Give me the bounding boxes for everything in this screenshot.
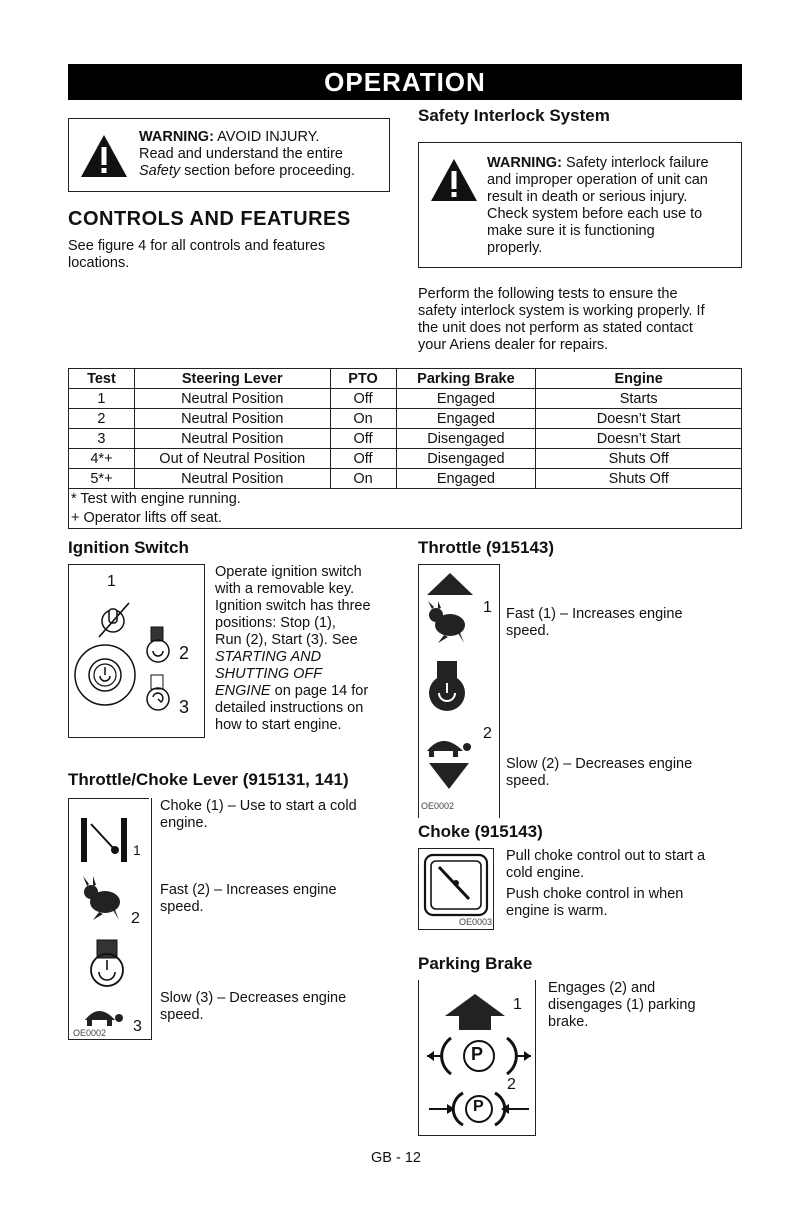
table-cell: Neutral Position	[134, 429, 330, 449]
warning-triangle-icon	[429, 157, 479, 203]
choke-lever-icon	[79, 816, 129, 864]
safety-warning-line: result in death or serious injury.	[487, 189, 688, 205]
table-cell: Engaged	[396, 409, 536, 429]
table-cell: Disengaged	[396, 429, 536, 449]
ignition-label-2: 2	[179, 643, 190, 663]
throttle-label-1: 1	[483, 599, 492, 616]
perform-line: safety interlock system is working properly. If	[418, 303, 705, 319]
table-note: * Test with engine running.	[69, 489, 742, 509]
table-cell: Neutral Position	[134, 409, 330, 429]
parking-label-1: 1	[513, 996, 522, 1013]
table-cell: Shuts Off	[536, 449, 742, 469]
table-cell: 2	[69, 409, 135, 429]
ignition-line: on page 14 for	[274, 683, 369, 699]
ignition-line: positions: Stop (1),	[215, 615, 336, 631]
throttle-choke-heading: Throttle/Choke Lever (915131, 141)	[68, 770, 349, 789]
warning-label: WARNING:	[139, 129, 214, 145]
engine-speed-icon	[85, 938, 129, 990]
ignition-start-icon	[143, 673, 173, 713]
col-header: Test	[69, 369, 135, 389]
interlock-test-table	[68, 368, 742, 529]
ignition-heading: Ignition Switch	[68, 538, 189, 557]
safety-warning-label: WARNING:	[487, 155, 562, 171]
throttle-slow-text	[506, 756, 742, 790]
controls-heading: CONTROLS AND FEATURES	[68, 208, 351, 230]
throttle-choke-label-1: 1	[133, 842, 141, 858]
throttle-line: Fast (1) – Increases engine	[506, 606, 683, 622]
safety-perform-text	[418, 286, 748, 354]
rabbit-fast-icon	[423, 601, 473, 645]
safety-warning-line: and improper operation of unit can	[487, 172, 708, 188]
warning-line1: AVOID INJURY.	[217, 129, 320, 145]
safety-warning-line: make sure it is functioning	[487, 223, 655, 239]
controls-text-line2: locations.	[68, 255, 130, 271]
throttle-choke-label-3: 3	[133, 1018, 142, 1035]
page-number: GB - 12	[371, 1150, 421, 1166]
table-cell: Doesn’t Start	[536, 429, 742, 449]
choke-text	[506, 848, 742, 920]
table-cell: Engaged	[396, 469, 536, 489]
engine-speed-icon	[425, 659, 469, 715]
ignition-line: Operate ignition switch	[215, 564, 362, 580]
table-cell: 4*+	[69, 449, 135, 469]
parking-p-glyph: P	[473, 1098, 484, 1115]
tc-line: Choke (1) – Use to start a cold	[160, 798, 357, 814]
throttle-choke-figure	[68, 798, 152, 1040]
ignition-key-switch-icon	[73, 643, 137, 707]
perform-line: Perform the following tests to ensure the	[418, 286, 678, 302]
arrow-up-icon	[443, 992, 507, 1032]
choke-icon	[423, 853, 489, 917]
col-header: Parking Brake	[396, 369, 536, 389]
col-header: Engine	[536, 369, 742, 389]
table-cell: 1	[69, 389, 135, 409]
col-header: Steering Lever	[134, 369, 330, 389]
tc-line: Fast (2) – Increases engine	[160, 882, 337, 898]
parking-text	[548, 980, 742, 1031]
table-cell: Disengaged	[396, 449, 536, 469]
throttle-choke-text-slow	[160, 990, 400, 1024]
table-cell: On	[330, 409, 396, 429]
choke-code: OE0003	[459, 917, 493, 927]
throttle-figure	[418, 564, 500, 818]
ignition-line-italic: SHUTTING OFF	[215, 666, 323, 682]
table-cell: Doesn’t Start	[536, 409, 742, 429]
perform-line: your Ariens dealer for repairs.	[418, 337, 609, 353]
warning-line2: Read and understand the entire	[139, 146, 343, 162]
parking-heading: Parking Brake	[418, 954, 533, 973]
perform-line: the unit does not perform as stated contact	[418, 320, 693, 336]
throttle-heading: Throttle (915143)	[418, 538, 555, 557]
choke-figure	[418, 848, 494, 930]
ignition-line: Ignition switch has three	[215, 598, 371, 614]
safety-heading: Safety Interlock System	[418, 106, 610, 125]
ignition-text	[215, 564, 405, 734]
choke-heading: Choke (915143)	[418, 822, 543, 841]
table-cell: Out of Neutral Position	[134, 449, 330, 469]
throttle-choke-code: OE0002	[73, 1028, 107, 1038]
throttle-choke-text-fast	[160, 882, 400, 916]
ignition-line: with a removable key.	[215, 581, 355, 597]
parking-figure	[418, 980, 536, 1136]
throttle-choke-text-choke	[160, 798, 400, 832]
table-cell: 5*+	[69, 469, 135, 489]
table-row	[69, 469, 742, 489]
table-note-row	[69, 509, 742, 529]
choke-line: engine is warm.	[506, 903, 608, 919]
throttle-code: OE0002	[421, 801, 455, 811]
ignition-line-italic: STARTING AND	[215, 649, 322, 665]
parking-line: disengages (1) parking	[548, 997, 696, 1013]
warning-box-injury	[68, 118, 390, 192]
parking-p-glyph: P	[471, 1044, 484, 1064]
table-cell: 3	[69, 429, 135, 449]
throttle-label-2: 2	[483, 725, 492, 742]
controls-text-line1: See figure 4 for all controls and features	[68, 238, 326, 254]
table-note: + Operator lifts off seat.	[69, 509, 742, 529]
safety-warning-box	[418, 142, 742, 268]
table-note-row	[69, 489, 742, 509]
parking-label-2: 2	[507, 1076, 516, 1093]
ignition-line-italic: ENGINE	[215, 683, 271, 699]
throttle-line: Slow (2) – Decreases engine	[506, 756, 693, 772]
arrow-up-icon	[425, 571, 475, 597]
table-cell: Neutral Position	[134, 469, 330, 489]
parking-line: brake.	[548, 1014, 589, 1030]
table-row	[69, 429, 742, 449]
warning-line3: section before proceeding.	[184, 163, 356, 179]
ignition-figure	[68, 564, 205, 738]
throttle-choke-label-2: 2	[131, 910, 140, 927]
ignition-label-3: 3	[179, 697, 190, 717]
table-cell: Neutral Position	[134, 389, 330, 409]
col-header: PTO	[330, 369, 396, 389]
warning-triangle-icon	[79, 133, 129, 179]
table-cell: Off	[330, 449, 396, 469]
choke-line: Push choke control in when	[506, 886, 684, 902]
table-row	[69, 449, 742, 469]
rabbit-fast-icon	[79, 876, 127, 920]
table-cell: On	[330, 469, 396, 489]
throttle-line: speed.	[506, 623, 550, 639]
throttle-line: speed.	[506, 773, 550, 789]
turtle-slow-icon	[421, 731, 475, 759]
table-cell: Starts	[536, 389, 742, 409]
choke-line: Pull choke control out to start a	[506, 848, 706, 864]
ignition-line: Run (2), Start (3). See	[215, 632, 358, 648]
safety-warning-line: Check system before each use to	[487, 206, 703, 222]
table-cell: Engaged	[396, 389, 536, 409]
tc-line: Slow (3) – Decreases engine	[160, 990, 347, 1006]
table-cell: Shuts Off	[536, 469, 742, 489]
table-cell: Off	[330, 429, 396, 449]
table-row	[69, 389, 742, 409]
ignition-label-1: 1	[107, 573, 116, 590]
tc-line: engine.	[160, 815, 208, 831]
table-cell: Off	[330, 389, 396, 409]
tc-line: speed.	[160, 899, 204, 915]
safety-warning-line: properly.	[487, 240, 543, 256]
tc-line: speed.	[160, 1007, 204, 1023]
ignition-run-icon	[143, 625, 173, 665]
page-banner: OPERATION	[68, 64, 742, 100]
arrow-down-icon	[427, 761, 471, 791]
parking-line: Engages (2) and	[548, 980, 656, 996]
ignition-line: detailed instructions on	[215, 700, 364, 716]
table-header-row	[69, 369, 742, 389]
turtle-slow-icon	[79, 1002, 123, 1028]
throttle-fast-text	[506, 606, 742, 640]
ignition-stop-icon	[93, 599, 133, 639]
choke-line: cold engine.	[506, 865, 585, 881]
warning-safety-italic: Safety	[139, 163, 181, 179]
ignition-line: how to start engine.	[215, 717, 342, 733]
safety-warning-line: Safety interlock failure	[565, 155, 709, 171]
table-row	[69, 409, 742, 429]
